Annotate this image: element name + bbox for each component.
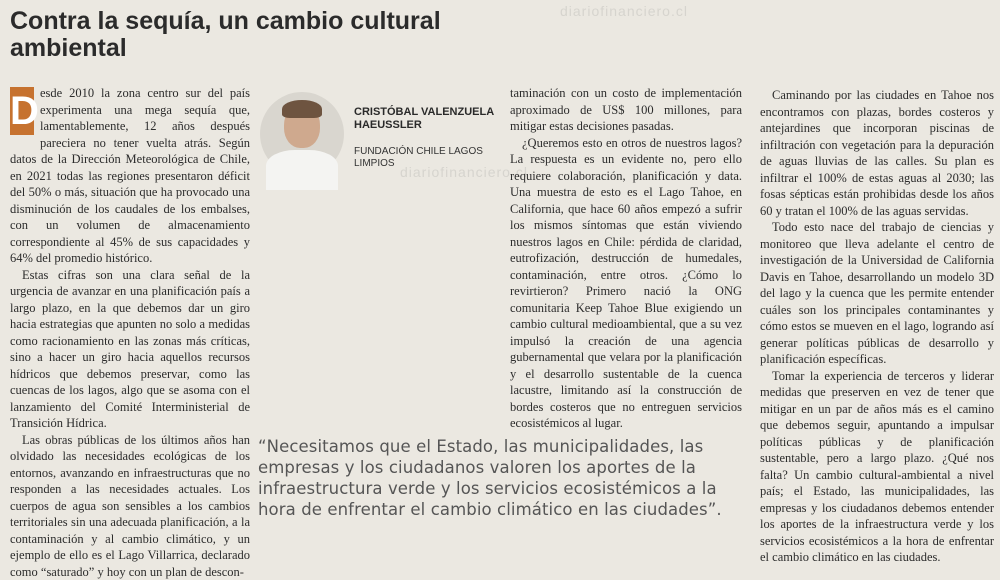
watermark: diariofinanciero.cl: [560, 3, 688, 19]
paragraph: ¿Queremos esto en otros de nuestros lagos? La respuesta es un evidente no, pero ello requiere colaboración, planificación y data. Una muestra de esto es el Lago Tahoe, en California, que hace 60 años empezó a sufrir los mismos síntomas que están viviendo nuestros lagos en Chile: pérdida de claridad, eutrofización, destrucción de humedales, contaminación, entre otros. ¿Cómo lo revirtieron? Primero nació la ONG comunitaria Keep Tahoe Blue exigiendo un cambio cultural medioambiental, que a su vez impulsó la creación de una agencia gubernamental que velara por la planificación y el desarrollo sustentable de la cuenca lacustre, limitando así la construcción de bordes costeros que no entreguen servicios ecosistémicos al lugar.: [510, 135, 742, 432]
paragraph: Estas cifras son una clara señal de la urgencia de avanzar en una planificación país a largo plazo, en la que debemos dar un giro hacia estrategias que apunten no solo a medidas como racionamiento en las zonas más críticas, sino a hacer un giro hacia aquellos recursos hídricos que debemos preservar, como las cuencas de los lagos, algo que se asoma con el lanzamiento del Comité Interministerial de Transición Hídrica.: [10, 267, 250, 432]
article-column-2: [510, 85, 742, 432]
author-name: CRISTÓBAL VALENZUELA HAEUSSLER: [354, 106, 494, 131]
watermark-center: diariofinanciero.cl: [400, 164, 528, 180]
paragraph-text: esde 2010 la zona centro sur del país experimenta una mega sequía que, lamentablemente, 12 años después pareciera no tener vuelta atrás. Según datos de la Dirección Meteorológica de Chile, en 2021 todas las regiones presentaron déficit del 50% o más, situación que ha provocado una disminución de los caudales de los embalses, con un volumen de almacenamiento correspondiente al 45% de sus capacidades y 64% del promedio histórico.: [10, 86, 250, 265]
article-column-3: [760, 87, 994, 566]
article-column-1: [10, 85, 250, 580]
author-photo: [260, 92, 344, 176]
drop-cap: D: [10, 87, 34, 135]
paragraph: Todo esto nace del trabajo de ciencias y monitoreo que lleva adelante el centro de investigación de la Universidad de California Davis en Tahoe, desarrollando un modelo 3D del lago y la cuenca que les permite entender cuáles son los principales contaminantes y cómo estos se mueven en el lago, logrando así generar políticas públicas de desarrollo y planificación específicas.: [760, 219, 994, 368]
paragraph: Caminando por las ciudades en Tahoe nos encontramos con plazas, bordes costeros y antejardines que incorporan piscinas de infiltración con vegetación para la depuración de aguas lluvias de las calles. Su plan es infiltrar el 100% de estas aguas al 2030; las fosas sépticas están prohibidas desde los años 60 y tratan el 100% de las aguas servidas.: [760, 87, 994, 219]
paragraph: taminación con un costo de implementación aproximado de US$ 100 millones, para mitigar estas decisiones pasadas.: [510, 85, 742, 135]
paragraph: Las obras públicas de los últimos años han olvidado las necesidades ecológicas de los entornos, avanzando en infraestructuras que no responden a las necesidades actuales. Los cuerpos de agua son sensibles a los cambios territoriales sin una adecuada planificación, a la contaminación y al cambio climático, y un ejemplo de ello es el Lago Villarrica, declarado como “saturado” y hoy con un plan de descon-: [10, 432, 250, 580]
author-organization: FUNDACIÓN CHILE LAGOS LIMPIOS: [354, 146, 494, 169]
pull-quote: “Necesitamos que el Estado, las municipalidades, las empresas y los ciudadanos valoren los aportes de la infraestructura verde y los servicios ecosistémicos a la hora de enfrentar el cambio climático en las ciudades”.: [258, 436, 738, 520]
paragraph: [10, 85, 250, 267]
article-headline: Contra la sequía, un cambio cultural ambiental: [10, 8, 490, 62]
paragraph: Tomar la experiencia de terceros y liderar medidas que preserven en vez de tener que mitigar en un par de años más es el camino que debemos seguir, apuntando a impulsar políticas públicas y de planificación sustentable, pero a largo plazo. ¿Qué nos falta? Un cambio cultural-ambiental a nivel país; el Estado, las municipalidades, las empresas y los ciudadanos debemos entender los aportes de la infraestructura verde y los servicios ecosistémicos a la hora de enfrentar el cambio climático en las ciudades.: [760, 368, 994, 566]
